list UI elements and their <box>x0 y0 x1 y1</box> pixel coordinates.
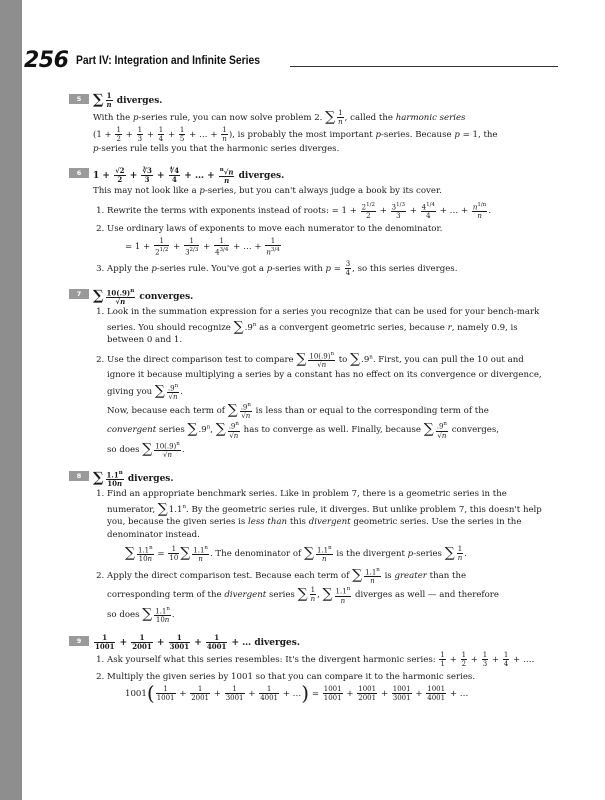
solution-steps: 1. Ask yourself what this series resembles: It's the divergent harmonic series: $\frac{1}{1}$ + $\frac{1}{2}$ + $\frac{1}{3}$ + $\frac{1}{4}$ + …. 2. Multiply the given series by 1001 so that you can compare it to the harmonic series. 1001( $\frac{1}{1001}$ + $\frac{1}{2001}$ + $\frac{1}{3001}$ + $\frac{1}{4001}$ + …) = $\frac{1001}{1001}$ + $\frac{1001}{2001}$ + $\frac{1001}{3001}$ + $\frac{1001}{4001}$ + … <box>93 651 547 703</box>
solution-text: This may not look like a p-series, but you can't always judge a book by its cover. <box>93 185 442 196</box>
page-number: 256 <box>24 48 69 73</box>
problem-title: ∑ $\frac{1}{n}$ diverges. <box>93 91 163 109</box>
page-header <box>24 48 538 74</box>
problem-title: 1 + $\frac{√2}{2}$ + $\frac{∛3}{3}$ + $\frac{∜4}{4}$ + … + $\frac{^n√n}{n}$ diverges. <box>93 165 285 185</box>
problem-badge: 5 <box>69 94 89 104</box>
problem-8 <box>76 469 547 624</box>
part-title: Part IV: Integration and Infinite Series <box>76 55 261 67</box>
solution-text: With the p-series rule, you can now solve problem 2. ∑ $\frac{1}{n}$ , called the harmonic series (1 + $\frac{1}{2}$ + $\frac{1}{3}$ + $\frac{1}{4}$ + $\frac{1}{5}$ + … + $\frac{1}{n}$ ), is probably the most important p-series. Because p = 1, the p-series rule tells you that the harmonic series diverges. <box>93 109 498 154</box>
problem-7 <box>76 287 547 459</box>
problem-6 <box>76 165 547 277</box>
solution-steps: 1. Look in the summation expression for a series you recognize that can be used for your bench-mark series. You should recognize ∑.9$^n$ as a convergent geometric series, because r, namely 0.9, is between 0 and 1. 2. Use the direct comparison test to compare ∑ $\frac{10(.9)^n}{√n}$ to ∑.9$^n$. First, you can pull the 10 out and ignore it because multiplying a series by a constant has no effect on its convergence or divergence, giving you ∑ $\frac{.9^n}{√n}$ . Now, because each term of ∑ $\frac{.9^n}{√n}$ is less than or equal to the corresponding term of the convergent series ∑.9$^n$, ∑ $\frac{.9^n}{√n}$ has to converge as well. Finally, because ∑ $\frac{.9^n}{√n}$ converges, so does ∑ $\frac{10(.9)^n}{√n}$ . <box>93 306 547 459</box>
problem-title: $\frac{1}{1001}$ + $\frac{1}{2001}$ + $\frac{1}{3001}$ + $\frac{1}{4001}$ + … diverges. <box>95 632 300 651</box>
problem-9 <box>76 632 547 706</box>
page-content <box>76 91 547 706</box>
problem-5 <box>76 91 547 156</box>
problem-badge: 9 <box>69 636 89 646</box>
page-edge-bar <box>0 0 22 800</box>
problem-title: ∑ $\frac{10(.9)^n}{√n}$ converges. <box>93 287 194 307</box>
problem-badge: 7 <box>69 289 89 299</box>
problem-badge: 8 <box>69 471 89 481</box>
solution-steps: 1. Rewrite the terms with exponents instead of roots: = 1 + $\frac{2^{1/2}}{2}$ + $\frac{3^{1/3}}{3}$ + $\frac{4^{1/4}}{4}$ + … + $\frac{n^{1/n}}{n}$ . 2. Use ordinary laws of exponents to move each numerator to the denominator. = 1 + $\frac{1}{2^{1/2}}$ + $\frac{1}{3^{2/3}}$ + $\frac{1}{4^{3/4}}$ + … + $\frac{1}{n^{3/4}}$ 3. Apply the p-series rule. You've got a p-series with p = $\frac{3}{4}$ , so this series diverges. <box>93 201 547 277</box>
header-rule <box>290 66 558 67</box>
problem-title: ∑ $\frac{1.1^n}{10n}$ diverges. <box>93 469 174 489</box>
solution-steps: 1. Find an appropriate benchmark series. Like in problem 7, there is a geometric series in the numerator, ∑1.1$^n$. By the geometric series rule, it diverges. But unlike problem 7, this doesn't help you, because the given series is less than this divergent geometric series. Use the series in the denominator instead. ∑ $\frac{1.1^n}{10n}$ = $\frac{1}{10}$ ∑ $\frac{1.1^n}{n}$ . The denominator of ∑ $\frac{1.1^n}{n}$ is the divergent p-series ∑ $\frac{1}{n}$ . 2. Apply the direct comparison test. Because each term of ∑ $\frac{1.1^n}{n}$ is greater than the corresponding term of the divergent series ∑ $\frac{1}{n}$ , ∑ $\frac{1.1^n}{n}$ diverges as well — and therefore so does ∑ $\frac{1.1^n}{10n}$ . <box>93 488 547 624</box>
problem-badge: 6 <box>69 168 89 178</box>
